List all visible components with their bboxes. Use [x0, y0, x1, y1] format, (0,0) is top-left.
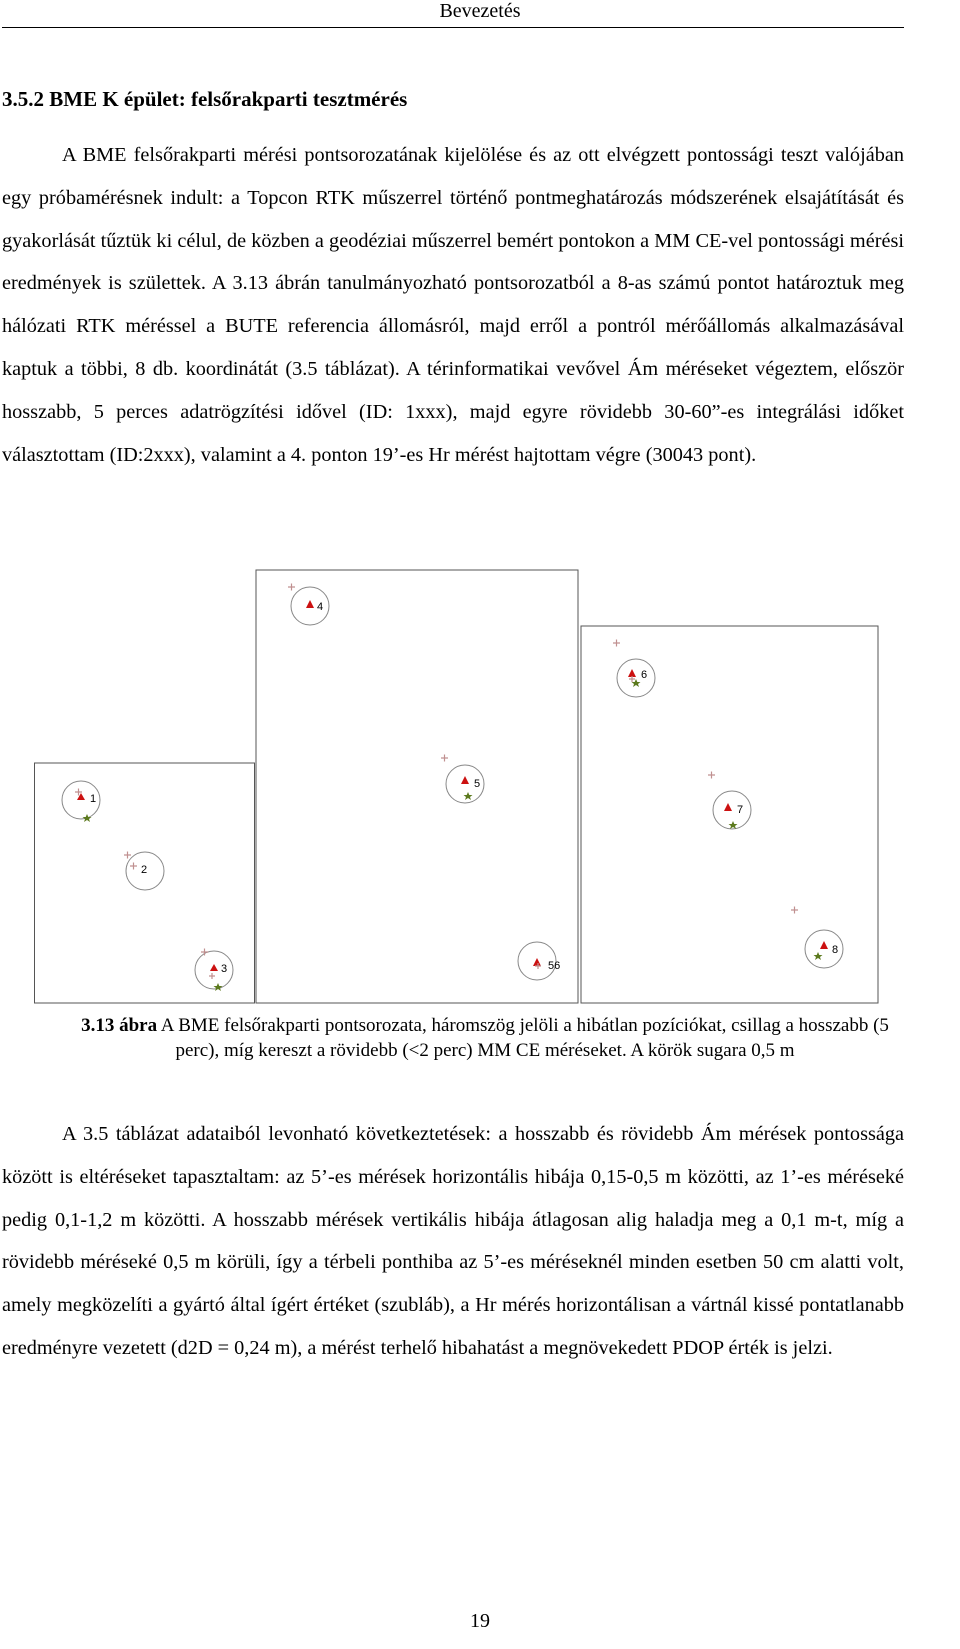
- point-6: [613, 640, 655, 698]
- point-label-1: 1: [90, 793, 97, 805]
- point-2: [124, 852, 164, 891]
- point-label-56: 56: [548, 960, 561, 972]
- point-3: [195, 949, 233, 992]
- figure-point-map: [34, 568, 880, 1008]
- point-7: [708, 772, 751, 830]
- point-label-8: 8: [832, 944, 839, 956]
- point-label-5: 5: [474, 778, 481, 790]
- point-label-6: 6: [641, 669, 648, 681]
- point-56: [518, 942, 560, 980]
- body-paragraph-1: A BME felsőrakparti mérési pontsorozatának kijelölése és az ott elvégzett pontossági teszt valójában egy próbamérésnek indult: a Topcon RTK műszerrel történő pontmeghatározás módszerének elsajátítását és gyakorlását tűztük ki célul, de közben a geodéziai műszerrel bemért pontokon a MM CE-vel pontossági mérési eredmények is születtek. A 3.13 ábrán tanulmányozható pontsorozatból a 8-as számú pontot határoztuk meg hálózati RTK méréssel a BUTE referencia állomásról, majd erről a pontról mérőállomás alkalmazásával kaptuk a többi, 8 db. koordinátát (3.5 táblázat). A térinformatikai vevővel Ám méréseket végeztem, először hosszabb, 5 perces adatrögzítési idővel (ID: 1xxx), majd egyre rövidebb 30-60”-es integrálási időket választottam (ID:2xxx), valamint a 4. ponton 19’-es Hr mérést hajtottam végre (30043 pont).: [2, 144, 904, 466]
- page-number: 19: [470, 1610, 490, 1632]
- header-rule: [2, 27, 904, 28]
- figure-caption: [70, 1013, 900, 1063]
- point-8: [791, 907, 843, 969]
- point-label-3: 3: [221, 963, 228, 975]
- point-1: [62, 781, 100, 822]
- point-4: [288, 584, 329, 626]
- point-label-4: 4: [317, 601, 324, 613]
- caption-label: 3.13 ábra: [81, 1015, 158, 1036]
- running-header: Bevezetés: [439, 0, 521, 22]
- section-title: 3.5.2 BME K épület: felsőrakparti tesztmérés: [2, 87, 408, 111]
- point-5: [441, 755, 484, 804]
- caption-text: A BME felsőrakparti pontsorozata, háromszög jelöli a hibátlan pozíciókat, csillag a hosszabb (5 perc), míg kereszt a rövidebb (<2 perc) MM CE méréseket. A körök sugara 0,5 m: [157, 1015, 889, 1061]
- point-label-2: 2: [141, 864, 148, 876]
- point-label-7: 7: [737, 804, 744, 816]
- map-panel-2: [256, 570, 578, 1003]
- body-paragraph-2: A 3.5 táblázat adataiból levonható következtetések: a hosszabb és rövidebb Ám mérések pontossága között is eltéréseket tapasztaltam: az 5’-es mérések horizontális hibája 0,15-0,5 m közötti, az 1’-es méréseké pedig 0,1-1,2 m közötti. A hosszabb mérések vertikális hibája átlagosan alig haladja meg a 0,1 m-t, míg a rövidebb méréseké 0,5 m körüli, így a térbeli ponthiba az 5’-es méréseknél minden esetben 50 cm alatti volt, amely megközelíti a gyártó által ígért értéket (szubláb), a Hr mérés horizontálisan a vártnál kissé pontatlanabb eredményre vezetett (d2D = 0,24 m), a mérést terhelő hibahatást a megnövekedett PDOP érték is jelzi.: [2, 1123, 904, 1359]
